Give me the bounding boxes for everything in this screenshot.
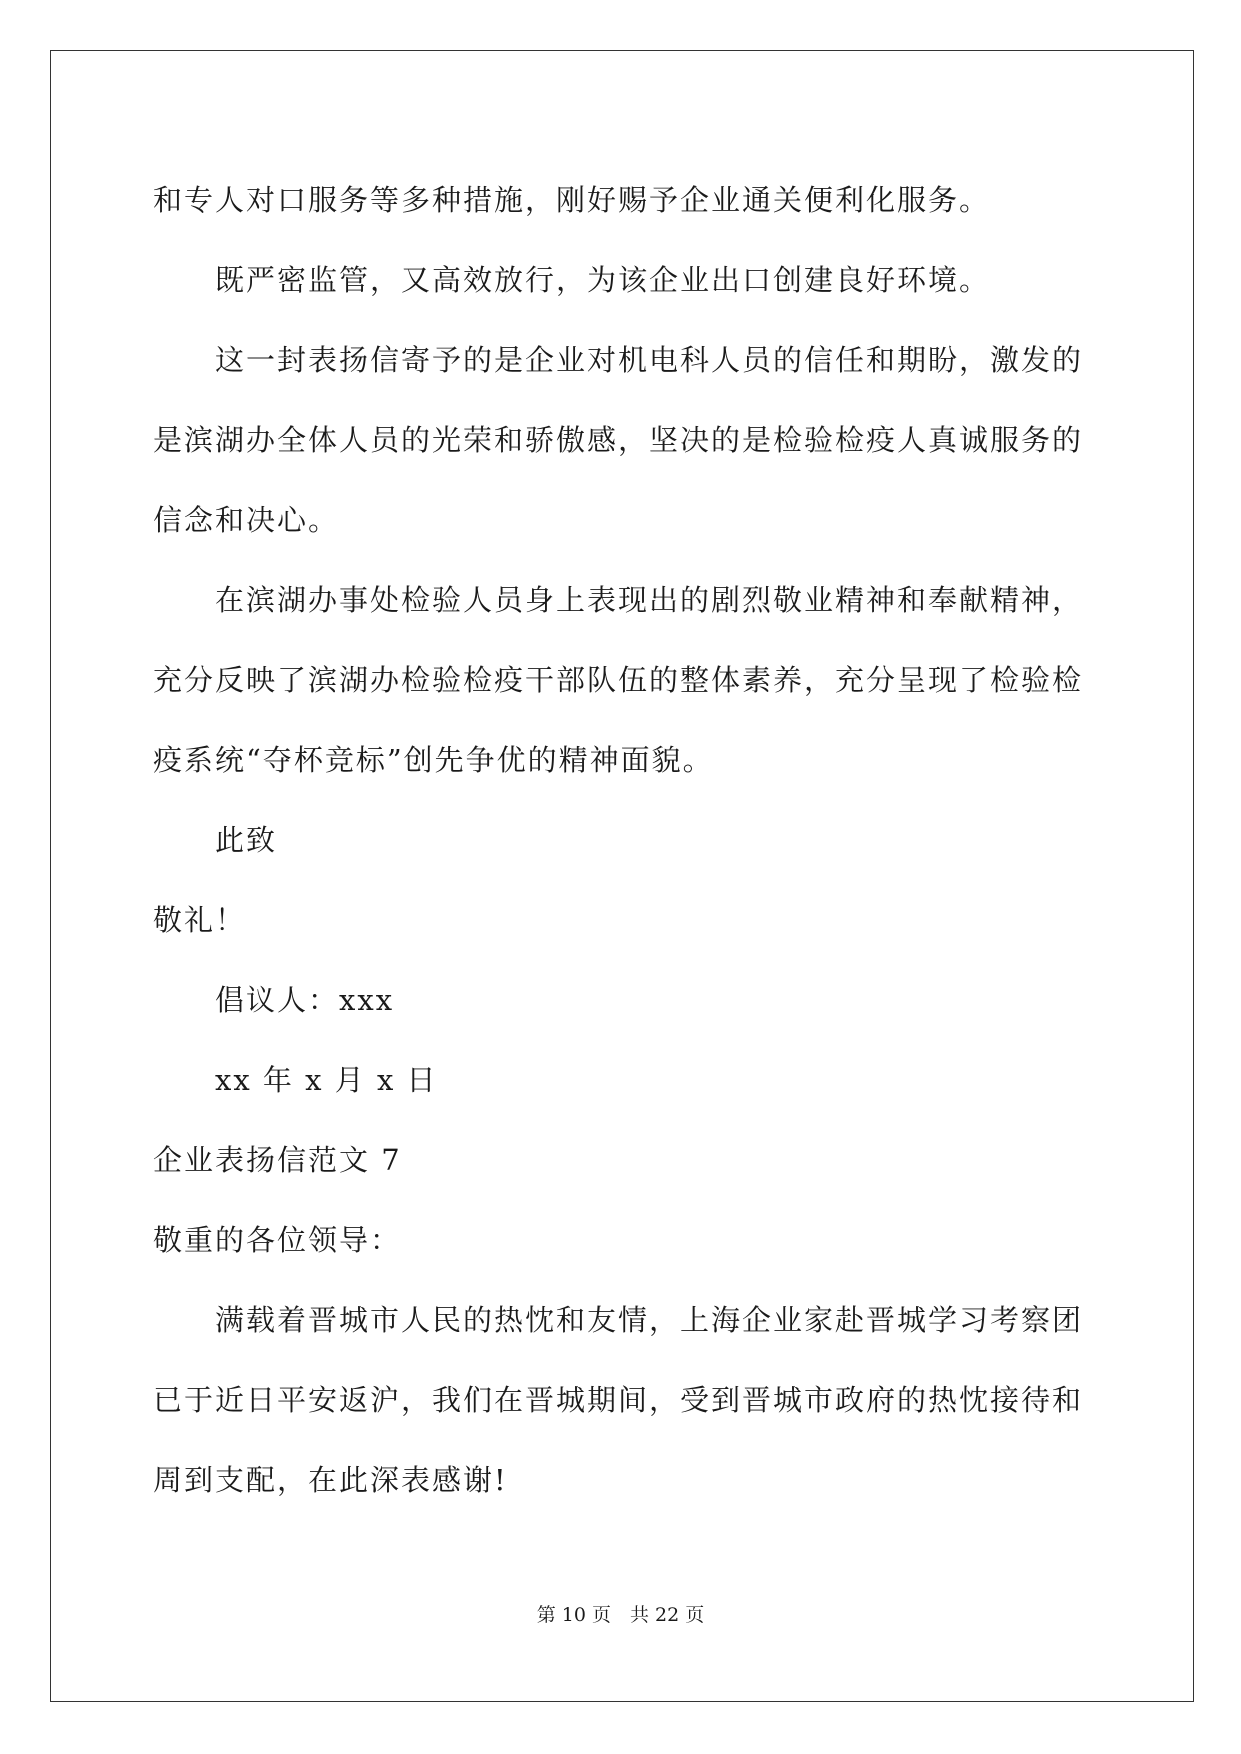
closing-salutation: 此致 <box>215 823 278 857</box>
paragraph-line: 这一封表扬信寄予的是企业对机电科人员的信任和期盼，激发的 <box>215 343 1084 377</box>
paragraph-line: 疫系统“夺杯竞标”创先争优的精神面貌。 <box>153 743 714 777</box>
paragraph-line: 在滨湖办事处检验人员身上表现出的剧烈敬业精神和奉献精神， <box>215 583 1084 617</box>
paragraph-line: 已于近日平安返沪，我们在晋城期间，受到晋城市政府的热忱接待和 <box>153 1383 1084 1417</box>
section-title: 企业表扬信范文 7 <box>153 1143 402 1177</box>
closing-regards: 敬礼！ <box>153 903 247 937</box>
paragraph-line: 充分反映了滨湖办检验检疫干部队伍的整体素养，充分呈现了检验检 <box>153 663 1084 697</box>
signature-line: 倡议人：xxx <box>215 983 395 1017</box>
page-number-footer: 第 10 页 共 22 页 <box>536 1604 705 1626</box>
paragraph-line: 是滨湖办全体人员的光荣和骄傲感，坚决的是检验检疫人真诚服务的 <box>153 423 1084 457</box>
document-body <box>153 160 1093 1520</box>
paragraph-line: 满载着晋城市人民的热忱和友情，上海企业家赴晋城学习考察团 <box>215 1303 1084 1337</box>
letter-greeting: 敬重的各位领导： <box>153 1223 402 1257</box>
paragraph-line: 既严密监管，又高效放行，为该企业出口创建良好环境。 <box>215 263 991 297</box>
date-line: xx 年 x 月 x 日 <box>215 1063 438 1097</box>
paragraph-line: 信念和决心。 <box>153 503 340 537</box>
paragraph-line: 周到支配，在此深表感谢! <box>153 1463 508 1497</box>
paragraph-line: 和专人对口服务等多种措施，刚好赐予企业通关便利化服务。 <box>153 183 991 217</box>
